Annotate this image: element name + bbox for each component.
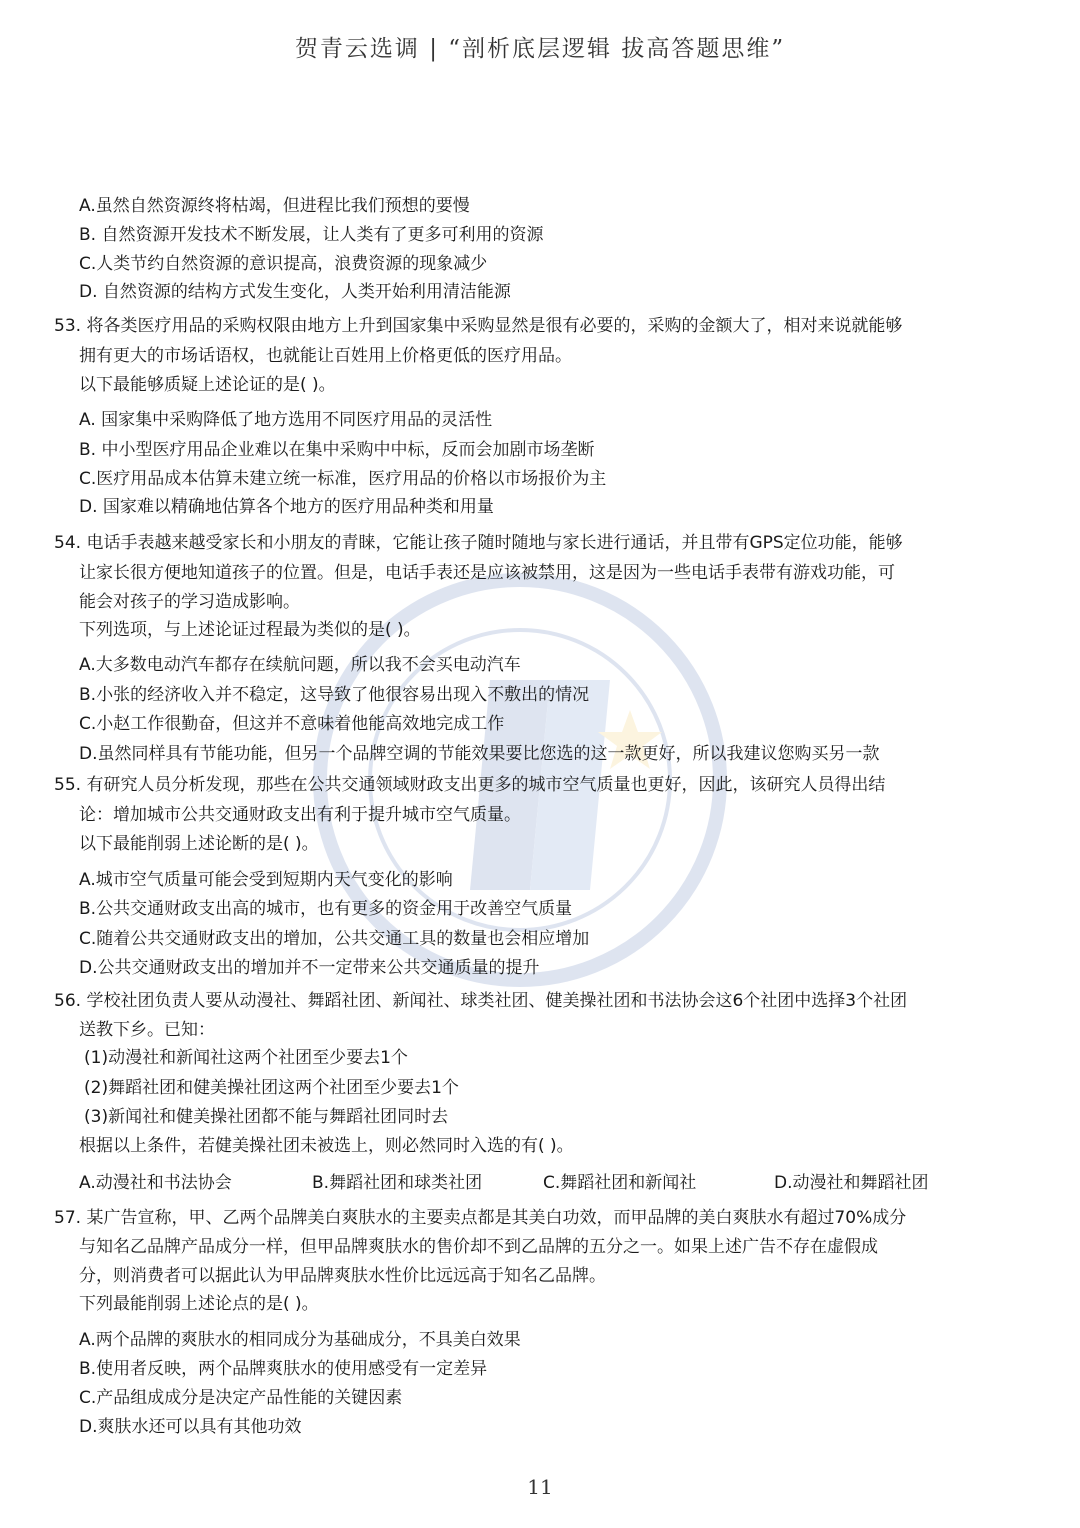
option-b: B. 自然资源开发技术不断发展，让人类有了更多可利用的资源: [79, 225, 544, 245]
question-54-option-d: D.虽然同样具有节能功能，但另一个品牌空调的节能效果要比您选的这一款更好，所以我建议您购买另一款: [79, 744, 880, 764]
question-55-option-c: C.随着公共交通财政支出的增加，公共交通工具的数量也会相应增加: [79, 929, 590, 949]
question-57-text-cont2: 分，则消费者可以据此认为甲品牌爽肤水性价比远远高于知名乙品牌。: [79, 1266, 606, 1286]
question-55-option-a: A.城市空气质量可能会受到短期内天气变化的影响: [79, 870, 453, 890]
page-number: 11: [527, 1475, 553, 1499]
question-56-condition-1: (1)动漫社和新闻社这两个社团至少要去1个: [84, 1048, 408, 1068]
question-57-prompt: 下列最能削弱上述论点的是( )。: [79, 1294, 319, 1314]
question-57-option-c: C.产品组成成分是决定产品性能的关键因素: [79, 1388, 403, 1408]
question-54-text: 54. 电话手表越来越受家长和小朋友的青睐，它能让孩子随时随地与家长进行通话，并且带有GPS定位功能，能够: [54, 533, 903, 553]
question-57-option-a: A.两个品牌的爽肤水的相同成分为基础成分，不具美白效果: [79, 1330, 521, 1350]
option-c: C.人类节约自然资源的意识提高，浪费资源的现象减少: [79, 254, 488, 274]
question-57-option-d: D.爽肤水还可以具有其他功效: [79, 1417, 302, 1437]
option-a: A.虽然自然资源终将枯竭，但进程比我们预想的要慢: [79, 196, 470, 216]
question-57-text: 57. 某广告宣称，甲、乙两个品牌美白爽肤水的主要卖点都是其美白功效，而甲品牌的美白爽肤水有超过70%成分: [54, 1208, 907, 1228]
question-54-text-cont2: 能会对孩子的学习造成影响。: [79, 592, 300, 612]
question-55-prompt: 以下最能削弱上述论断的是( )。: [79, 834, 319, 854]
question-56-text-cont: 送教下乡。已知：: [79, 1020, 215, 1040]
question-54-text-cont: 让家长很方便地知道孩子的位置。但是，电话手表还是应该被禁用，这是因为一些电话手表带有游戏功能，可: [79, 563, 895, 583]
question-53-option-d: D. 国家难以精确地估算各个地方的医疗用品种类和用量: [79, 497, 494, 517]
question-53-option-c: C.医疗用品成本估算未建立统一标准，医疗用品的价格以市场报价为主: [79, 469, 607, 489]
question-55-text-cont: 论：增加城市公共交通财政支出有利于提升城市空气质量。: [79, 805, 521, 825]
question-56-option-a: A.动漫社和书法协会: [79, 1173, 232, 1193]
question-54-option-c: C.小赵工作很勤奋，但这并不意味着他能高效地完成工作: [79, 714, 505, 734]
question-56-option-b: B.舞蹈社团和球类社团: [312, 1173, 483, 1193]
page-header: 贺青云选调 | “剖析底层逻辑 拔高答题思维”: [294, 36, 786, 62]
question-53-prompt: 以下最能够质疑上述论证的是( )。: [79, 375, 336, 395]
question-54-option-b: B.小张的经济收入并不稳定，这导致了他很容易出现入不敷出的情况: [79, 685, 590, 705]
question-56-condition-3: (3)新闻社和健美操社团都不能与舞蹈社团同时去: [84, 1107, 449, 1127]
question-57-option-b: B.使用者反映，两个品牌爽肤水的使用感受有一定差异: [79, 1359, 488, 1379]
question-55-option-b: B.公共交通财政支出高的城市，也有更多的资金用于改善空气质量: [79, 899, 573, 919]
question-53-text-cont: 拥有更大的市场话语权，也就能让百姓用上价格更低的医疗用品。: [79, 346, 572, 366]
question-53-text: 53. 将各类医疗用品的采购权限由地方上升到国家集中采购显然是很有必要的，采购的金额大了，相对来说就能够: [54, 316, 903, 336]
question-56-text: 56. 学校社团负责人要从动漫社、舞蹈社团、新闻社、球类社团、健美操社团和书法协会这6个社团中选择3个社团: [54, 991, 908, 1011]
question-56-option-d: D.动漫社和舞蹈社团: [774, 1173, 929, 1193]
question-55-option-d: D.公共交通财政支出的增加并不一定带来公共交通质量的提升: [79, 958, 540, 978]
question-57-text-cont: 与知名乙品牌产品成分一样，但甲品牌爽肤水的售价却不到乙品牌的五分之一。如果上述广告不存在虚假成: [79, 1237, 878, 1257]
question-56-prompt: 根据以上条件，若健美操社团未被选上，则必然同时入选的有( )。: [79, 1136, 574, 1156]
question-56-option-c: C.舞蹈社团和新闻社: [543, 1173, 697, 1193]
question-53-option-a: A. 国家集中采购降低了地方选用不同医疗用品的灵活性: [79, 410, 493, 430]
question-53-option-b: B. 中小型医疗用品企业难以在集中采购中中标，反而会加剧市场垄断: [79, 440, 595, 460]
question-56-condition-2: (2)舞蹈社团和健美操社团这两个社团至少要去1个: [84, 1078, 459, 1098]
question-55-text: 55. 有研究人员分析发现，那些在公共交通领域财政支出更多的城市空气质量也更好，因此，该研究人员得出结: [54, 775, 886, 795]
question-54-prompt: 下列选项，与上述论证过程最为类似的是( )。: [79, 620, 421, 640]
question-54-option-a: A.大多数电动汽车都存在续航问题，所以我不会买电动汽车: [79, 655, 521, 675]
option-d: D. 自然资源的结构方式发生变化，人类开始利用清洁能源: [79, 282, 511, 302]
